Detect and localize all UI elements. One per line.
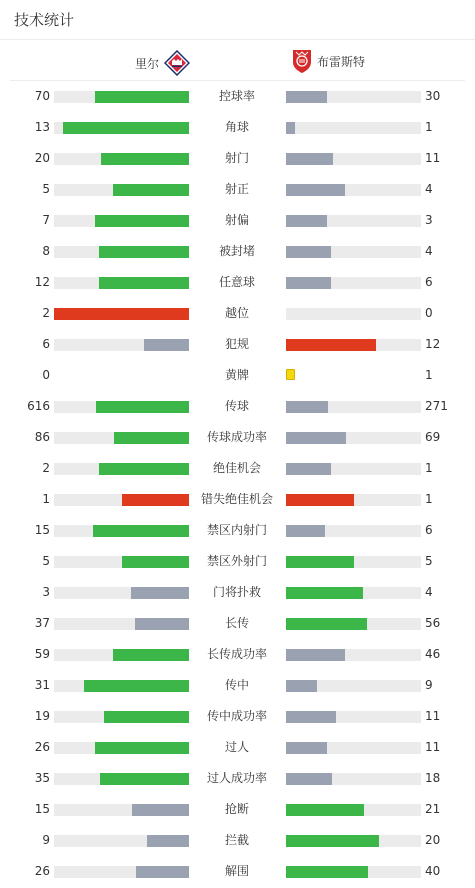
home-bar-fill (113, 649, 189, 661)
home-bar-track (54, 525, 189, 537)
home-bar-fill (84, 680, 189, 692)
away-value: 20 (425, 833, 441, 847)
away-bar-fill (286, 277, 331, 289)
home-bar-fill (95, 742, 190, 754)
home-bar-fill (101, 153, 189, 165)
home-value: 8 (42, 244, 50, 258)
home-value: 13 (34, 120, 50, 134)
home-bar-track (54, 432, 189, 444)
away-value: 4 (425, 585, 433, 599)
stat-label: 错失绝佳机会 (200, 492, 273, 506)
away-bar-fill (286, 711, 336, 723)
stat-label: 射正 (224, 182, 249, 196)
home-bar-track (54, 835, 189, 847)
stat-row (0, 267, 475, 298)
home-bar-fill (95, 215, 190, 227)
yellow-card-icon (286, 369, 295, 380)
away-bar-fill (286, 401, 328, 413)
home-value: 19 (34, 709, 50, 723)
home-value: 37 (34, 616, 50, 630)
away-value: 11 (425, 740, 441, 754)
home-bar-fill (114, 432, 189, 444)
away-value: 12 (425, 337, 441, 351)
home-bar-track (54, 587, 189, 599)
away-bar-track (286, 91, 421, 103)
stat-label: 传中 (224, 678, 249, 692)
home-bar-fill (100, 773, 189, 785)
stat-label: 门将扑救 (212, 585, 261, 599)
home-value: 20 (34, 151, 50, 165)
home-value: 6 (42, 337, 50, 351)
stats-header (0, 0, 475, 40)
stat-label: 禁区外射门 (206, 554, 267, 568)
away-bar-fill (286, 184, 345, 196)
stat-label: 长传成功率 (206, 647, 267, 661)
stat-row (0, 670, 475, 701)
away-bar-track (286, 773, 421, 785)
away-bar-track (286, 246, 421, 258)
stat-label: 传球 (224, 399, 249, 413)
stat-row (0, 701, 475, 732)
away-bar-track (286, 184, 421, 196)
home-value: 7 (42, 213, 50, 227)
home-bar-fill (63, 122, 189, 134)
home-value: 26 (34, 864, 50, 878)
away-bar-fill (286, 215, 327, 227)
stat-label: 禁区内射门 (206, 523, 267, 537)
stat-row (0, 112, 475, 143)
away-value: 1 (425, 492, 433, 506)
away-bar-track (286, 525, 421, 537)
stat-label: 解围 (224, 864, 249, 878)
away-team[interactable] (291, 48, 365, 74)
stat-row (0, 732, 475, 763)
away-value: 6 (425, 275, 433, 289)
away-value: 271 (425, 399, 448, 413)
home-bar-track (54, 277, 189, 289)
away-team-name: 布雷斯特 (317, 54, 366, 69)
away-bar-track (286, 401, 421, 413)
away-value: 21 (425, 802, 441, 816)
page-title: 技术统计 (14, 11, 75, 29)
stat-label: 过人成功率 (206, 771, 267, 785)
stat-label: 任意球 (218, 275, 255, 289)
away-bar-track (286, 711, 421, 723)
away-bar-fill (286, 649, 345, 661)
away-bar-track (286, 277, 421, 289)
home-bar-fill (113, 184, 189, 196)
stat-label: 绝佳机会 (212, 461, 261, 475)
home-bar-track (54, 246, 189, 258)
stat-row (0, 205, 475, 236)
home-value: 59 (34, 647, 50, 661)
away-value: 6 (425, 523, 433, 537)
stat-label: 传球成功率 (206, 430, 267, 444)
home-bar-track (54, 91, 189, 103)
away-bar-fill (286, 494, 354, 506)
away-bar-track (286, 463, 421, 475)
home-value: 5 (42, 554, 50, 568)
away-bar-track (286, 649, 421, 661)
stat-row (0, 422, 475, 453)
away-bar-track (286, 153, 421, 165)
away-value: 11 (425, 709, 441, 723)
home-value: 15 (34, 523, 50, 537)
stat-label: 射偏 (224, 213, 249, 227)
away-bar-track (286, 556, 421, 568)
away-bar-fill (286, 432, 346, 444)
home-bar-fill (99, 463, 189, 475)
away-bar-fill (286, 773, 332, 785)
home-bar-track (54, 401, 189, 413)
away-bar-fill (286, 246, 331, 258)
stats-list (0, 81, 475, 887)
away-bar-fill (286, 587, 363, 599)
home-bar-track (54, 649, 189, 661)
home-bar-fill (99, 277, 189, 289)
stat-label: 长传 (224, 616, 249, 630)
stat-row (0, 236, 475, 267)
home-team[interactable] (135, 50, 190, 76)
away-bar-track (286, 618, 421, 630)
home-bar-track (54, 773, 189, 785)
home-value: 12 (34, 275, 50, 289)
away-value: 30 (425, 89, 441, 103)
home-value: 31 (34, 678, 50, 692)
stat-label: 越位 (224, 306, 249, 320)
stat-row (0, 577, 475, 608)
home-value: 1 (42, 492, 50, 506)
stat-row (0, 639, 475, 670)
away-bar-track (286, 804, 421, 816)
away-bar-track (286, 742, 421, 754)
home-bar-track (54, 711, 189, 723)
home-bar-track (54, 742, 189, 754)
away-bar-fill (286, 866, 368, 878)
home-bar-fill (131, 587, 189, 599)
home-bar-fill (104, 711, 189, 723)
home-bar-track (54, 556, 189, 568)
away-bar-fill (286, 463, 331, 475)
away-bar-fill (286, 835, 379, 847)
home-bar-fill (93, 525, 189, 537)
team-header-row (0, 40, 475, 81)
home-value: 70 (34, 89, 50, 103)
home-value: 5 (42, 182, 50, 196)
home-value: 2 (42, 306, 50, 320)
stat-row (0, 763, 475, 794)
stat-label: 犯规 (224, 337, 249, 351)
away-value: 18 (425, 771, 441, 785)
home-value: 0 (42, 368, 50, 382)
home-value: 15 (34, 802, 50, 816)
away-bar-track (286, 494, 421, 506)
away-bar-track (286, 587, 421, 599)
home-bar-track (54, 463, 189, 475)
stat-row (0, 856, 475, 887)
stat-row (0, 174, 475, 205)
away-value: 4 (425, 244, 433, 258)
stat-label: 黄牌 (224, 368, 249, 382)
home-bar-track (54, 866, 189, 878)
away-bar-track (286, 339, 421, 351)
home-value: 9 (42, 833, 50, 847)
away-value: 56 (425, 616, 441, 630)
stat-row (0, 81, 475, 112)
away-bar-fill (286, 525, 325, 537)
lille-crest-icon (164, 50, 190, 76)
home-bar-fill (122, 494, 190, 506)
home-bar-track (54, 680, 189, 692)
stat-row (0, 484, 475, 515)
away-value: 46 (425, 647, 441, 661)
away-bar-track (286, 122, 421, 134)
stat-label: 射门 (224, 151, 249, 165)
away-value: 1 (425, 461, 433, 475)
stat-row (0, 515, 475, 546)
home-bar-fill (144, 339, 189, 351)
away-value: 69 (425, 430, 441, 444)
home-bar-fill (135, 618, 189, 630)
stat-row (0, 298, 475, 329)
away-bar-fill (286, 122, 295, 134)
home-bar-fill (147, 835, 189, 847)
stat-row (0, 329, 475, 360)
away-bar-fill (286, 339, 376, 351)
home-bar-fill (96, 401, 189, 413)
home-bar-track (54, 494, 189, 506)
away-value: 9 (425, 678, 433, 692)
stat-row (0, 608, 475, 639)
away-bar-fill (286, 91, 327, 103)
away-bar-fill (286, 680, 317, 692)
home-bar-track (54, 618, 189, 630)
away-bar-track (286, 680, 421, 692)
away-value: 40 (425, 864, 441, 878)
stat-label: 抢断 (224, 802, 249, 816)
home-bar-track (54, 804, 189, 816)
stat-row (0, 391, 475, 422)
away-bar-track (286, 866, 421, 878)
home-value: 616 (27, 399, 50, 413)
away-bar-track (286, 835, 421, 847)
stat-row (0, 794, 475, 825)
home-bar-track (54, 153, 189, 165)
away-bar-fill (286, 804, 364, 816)
away-value: 5 (425, 554, 433, 568)
home-bar-fill (136, 866, 189, 878)
away-bar-fill (286, 742, 327, 754)
home-value: 26 (34, 740, 50, 754)
brest-crest-icon (291, 48, 313, 74)
away-bar-track (286, 215, 421, 227)
stat-row (0, 143, 475, 174)
home-bar-fill (54, 308, 189, 320)
home-bar-track (54, 122, 189, 134)
stat-label: 角球 (224, 120, 249, 134)
home-value: 2 (42, 461, 50, 475)
stat-label: 被封堵 (218, 244, 255, 258)
stat-row (0, 360, 475, 391)
home-bar-fill (95, 91, 190, 103)
home-value: 86 (34, 430, 50, 444)
away-bar-track (286, 308, 421, 320)
stat-label: 拦截 (224, 833, 249, 847)
away-value: 3 (425, 213, 433, 227)
home-bar-fill (99, 246, 189, 258)
away-bar-fill (286, 556, 354, 568)
home-bar-track (54, 215, 189, 227)
home-bar-track (54, 339, 189, 351)
stat-row (0, 453, 475, 484)
stat-label: 传中成功率 (206, 709, 267, 723)
away-bar-fill (286, 618, 367, 630)
away-value: 11 (425, 151, 441, 165)
home-bar-track (54, 184, 189, 196)
home-bar-track (54, 308, 189, 320)
away-bar-track (286, 432, 421, 444)
stat-row (0, 825, 475, 856)
away-value: 1 (425, 120, 433, 134)
stat-label: 过人 (224, 740, 249, 754)
home-value: 3 (42, 585, 50, 599)
home-bar-fill (132, 804, 189, 816)
stat-row (0, 546, 475, 577)
home-bar-fill (122, 556, 190, 568)
home-team-name: 里尔 (134, 56, 159, 71)
home-value: 35 (34, 771, 50, 785)
away-bar-fill (286, 153, 333, 165)
away-value: 0 (425, 306, 433, 320)
away-value: 4 (425, 182, 433, 196)
away-value: 1 (425, 368, 433, 382)
stat-label: 控球率 (218, 89, 255, 103)
